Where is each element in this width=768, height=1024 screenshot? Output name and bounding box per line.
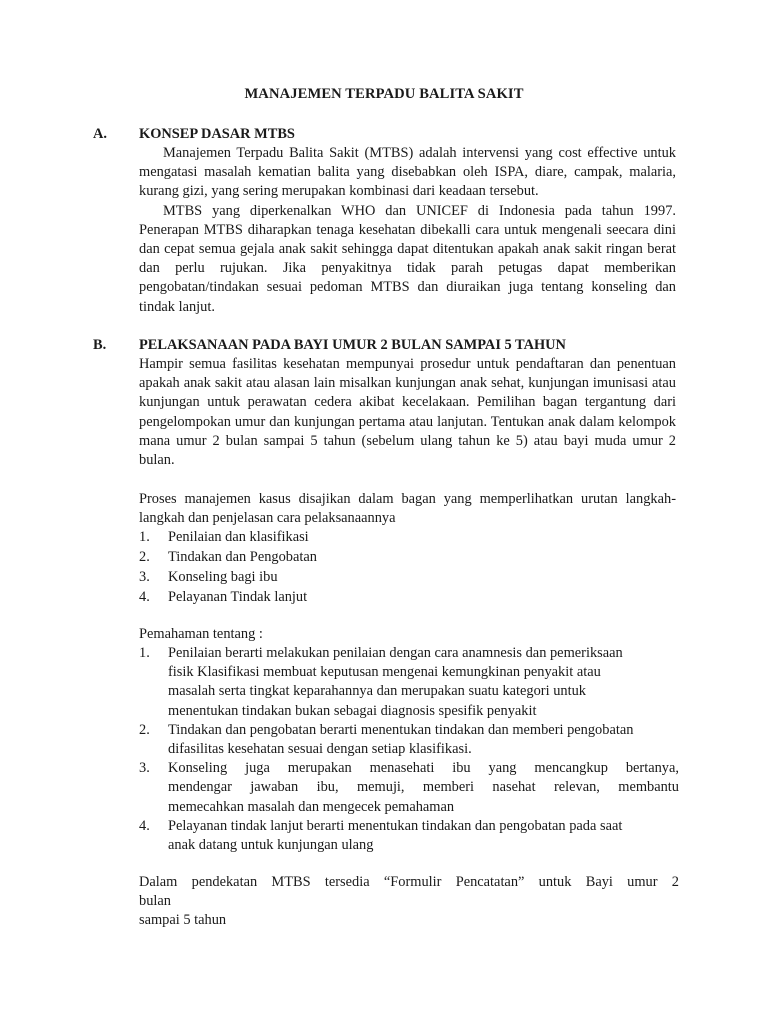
list-item-text: Tindakan dan Pengobatan <box>168 549 317 565</box>
process-steps-list <box>139 527 679 607</box>
section-a-heading: KONSEP DASAR MTBS <box>139 126 295 142</box>
section-b-heading: PELAKSANAAN PADA BAYI UMUR 2 BULAN SAMPAI 5 TAHUN <box>139 337 566 353</box>
list-item <box>139 567 679 587</box>
list-item <box>139 721 679 759</box>
list-item-line: difasilitas kesehatan sesuai dengan setiap klasifikasi. <box>168 741 472 758</box>
list-item-line: Konseling juga merupakan menasehati ibu yang mencangkup bertanya, <box>168 760 679 777</box>
list-item-line: memecahkan masalah dan mengecek pemahaman <box>168 798 455 815</box>
section-b-body <box>139 355 676 470</box>
list-item-line: Tindakan dan pengobatan berarti menentukan tindakan dan memberi pengobatan <box>168 721 634 738</box>
list-item-text: Penilaian dan klasifikasi <box>168 529 309 545</box>
section-b-process-intro <box>139 490 676 528</box>
list-item-line: mendengar jawaban ibu, memuji, memberi nasehat relevan, membantu <box>168 779 679 796</box>
list-item-line: masalah serta tingkat keparahannya dan merupakan suatu kategori untuk <box>168 683 586 700</box>
list-item <box>139 817 679 855</box>
section-a-body <box>139 144 676 317</box>
section-b-letter: B. <box>93 337 107 353</box>
list-item-line: fisik Klasifikasi membuat keputusan mengenai kemungkinan penyakit atau <box>168 664 601 681</box>
section-b-paragraph-2: Proses manajemen kasus disajikan dalam bagan yang memperlihatkan urutan langkah-langkah dan penjelasan cara pelaksanaannya <box>139 491 676 527</box>
list-item <box>139 547 679 567</box>
list-item-number: 1. <box>139 645 150 661</box>
closing-line: Dalam pendekatan MTBS tersedia “Formulir Pencatatan” untuk Bayi umur 2 <box>139 874 679 890</box>
section-a-paragraph-1: Manajemen Terpadu Balita Sakit (MTBS) adalah intervensi yang cost effective untuk mengatasi masalah kematian balita yang disebabkan oleh ISPA, diare, campak, malaria, kurang gizi, yang sering merupakan kombinasi dari keadaan tersebut. <box>139 145 676 200</box>
list-item-text: Pelayanan Tindak lanjut <box>168 589 308 605</box>
closing-line: sampai 5 tahun <box>139 912 227 928</box>
list-item <box>139 527 679 547</box>
list-item-number: 2. <box>139 549 150 565</box>
list-item-line: Pelayanan tindak lanjut berarti menentukan tindakan dan pengobatan pada saat <box>168 817 623 834</box>
section-a-paragraph-2: MTBS yang diperkenalkan WHO dan UNICEF di Indonesia pada tahun 1997. Penerapan MTBS diharapkan tenaga kesehatan dibekalli cara untuk mengenali seecara dini dan cepat semua gejala anak sakit sehingga dapat ditentukan apakah anak sakit ringan berat dan perlu rujukan. Jika penyakitnya tidak parah petugas dapat memberikan pengobatan/tindakan sesuai pedoman MTBS dan diuraikan juga tentang konseling dan tindak lanjut. <box>139 202 676 315</box>
closing-line: bulan <box>139 893 171 909</box>
document-title: MANAJEMEN TERPADU BALITA SAKIT <box>244 86 524 102</box>
list-item <box>139 587 679 607</box>
list-item-line: menentukan tindakan bukan sebagai diagnosis spesifik penyakit <box>168 702 537 719</box>
list-item-number: 3. <box>139 569 150 585</box>
list-item-number: 3. <box>139 760 150 777</box>
section-b-paragraph-1: Hampir semua fasilitas kesehatan mempunyai prosedur untuk pendaftaran dan penentuan apakah anak sakit atau alasan lain misalkan kunjungan anak sehat, kunjungan imunisasi atau kunjungan untuk perawatan cedera akibat kecelakaan. Pemilihan bagan tergantung dari pengelompokan umur dan kunjungan pertama atau lanjutan. Tentukan anak dalam kelompok mana umur 2 bulan sampai 5 tahun (sebelum ulang tahun ke 5) atau bayi muda umur 2 bulan. <box>139 356 676 469</box>
list-item-line: anak datang untuk kunjungan ulang <box>168 837 374 854</box>
section-a-letter: A. <box>93 126 107 142</box>
list-item-number: 4. <box>139 817 150 834</box>
list-item-number: 2. <box>139 721 150 738</box>
closing-paragraph <box>139 873 679 930</box>
list-item-number: 4. <box>139 589 150 605</box>
understanding-list <box>139 644 679 855</box>
list-item-number: 1. <box>139 529 150 545</box>
list-item <box>139 759 679 817</box>
understanding-intro: Pemahaman tentang : <box>139 626 263 642</box>
list-item <box>139 644 679 721</box>
list-item-line: Penilaian berarti melakukan penilaian dengan cara anamnesis dan pemeriksaan <box>168 645 623 661</box>
list-item-text: Konseling bagi ibu <box>168 569 278 585</box>
